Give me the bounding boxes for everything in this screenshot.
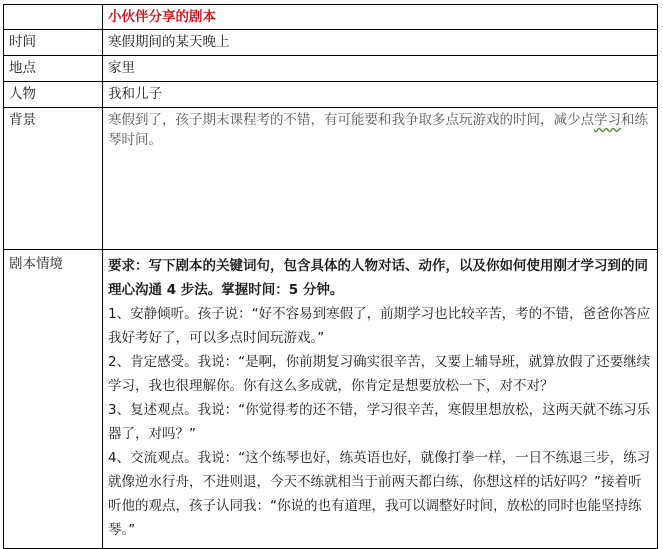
scenario-requirement: 要求：写下剧本的关键词句，包含具体的人物对话、动作，以及你如何使用刚才学习到的同理心沟通 4 步法。掌握时间：5 分钟。	[108, 258, 648, 298]
step-listen: 1、安静倾听。孩子说：“好不容易到寒假了，前期学习也比较辛苦，考的不错，爸爸你答应我好考好了，可以多点时间玩游戏。”	[108, 306, 651, 346]
background-text-post: 和练琴时间。	[108, 112, 648, 148]
time-label: 时间	[4, 30, 103, 56]
background-label: 背景	[4, 108, 103, 250]
background-row	[4, 108, 658, 250]
title-row	[4, 5, 658, 30]
step-affirm: 2、肯定感受。我说：“是啊，你前期复习确实很辛苦，又要上辅导班，就算放假了还要继续学习，我也很理解你。你有这么多成就，你肯定是想要放松一下，对不对？	[108, 354, 651, 394]
background-text-pre: 寒假到了，孩子期末课程考的不错，有可能要和我争取多点玩游戏的时间，减少点	[108, 112, 594, 128]
place-label: 地点	[4, 56, 103, 82]
scenario-row	[4, 250, 658, 549]
background-value	[103, 108, 658, 250]
characters-label: 人物	[4, 82, 103, 108]
step-restate: 3、复述观点。我说：“你觉得考的还不错，学习很辛苦，寒假里想放松，这两天就不练习乐器了，对吗？”	[108, 402, 651, 442]
title-label-cell	[4, 5, 103, 30]
table-title: 小伙伴分享的剧本	[103, 5, 658, 30]
step-exchange: 4、交流观点。我说：“这个练琴也好，练英语也好，就像打拳一样，一日不练退三步，练习就像逆水行舟，不进则退，今天不练就相当于前两天都白练，你想这样的话好吗？”接着听听他的观点，孩子认同我：“你说的也有道理，我可以调整好时间，放松的同时也能坚持练琴。”	[108, 450, 651, 538]
script-table	[3, 4, 658, 549]
scenario-content	[103, 250, 658, 549]
time-value: 寒假期间的某天晚上	[103, 30, 658, 56]
characters-value: 我和儿子	[103, 82, 658, 108]
place-value: 家里	[103, 56, 658, 82]
characters-row	[4, 82, 658, 108]
scenario-label: 剧本情境	[4, 250, 103, 549]
place-row	[4, 56, 658, 82]
background-text-underlined: 学习	[594, 112, 621, 128]
time-row	[4, 30, 658, 56]
